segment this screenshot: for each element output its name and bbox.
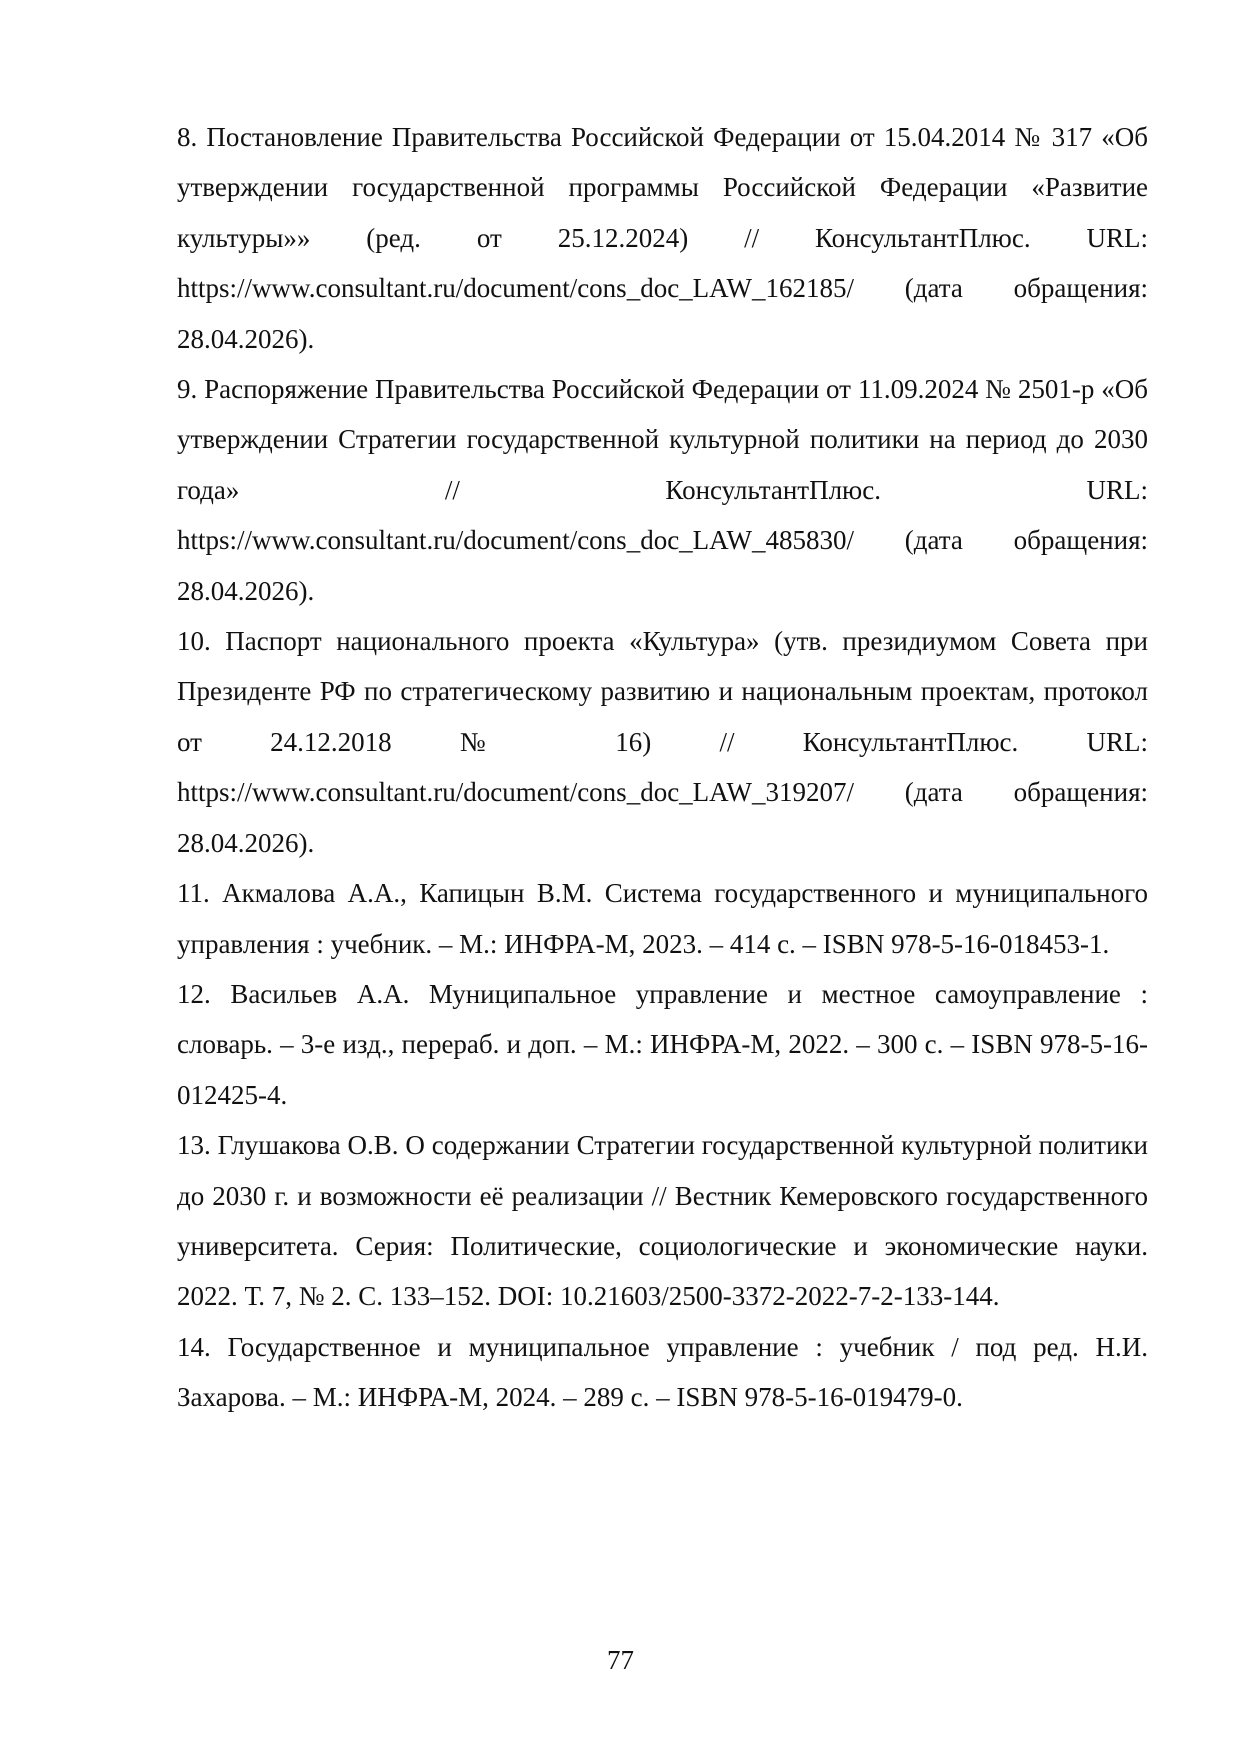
- reference-item-12: 12. Васильев А.А. Муниципальное управление и местное самоуправление : словарь. – 3-е изд., перераб. и доп. – М.: ИНФРА-М, 2022. – 300 с. – ISBN 978-5-16-012425-4.: [177, 978, 1148, 1110]
- reference-item-13: 13. Глушакова О.В. О содержании Стратегии государственной культурной политики до 2030 г. и возможности её реализации // Вестник Кемеровского государственного университета. Серия: Политические, социологические и экономические науки. 2022. Т. 7, № 2. С. 133–152. DOI: 10.21603/2500-3372-2022-7-2-133-144.: [177, 1130, 1148, 1312]
- reference-item-10: 10. Паспорт национального проекта «Культура» (утв. президиумом Совета при Президенте РФ по стратегическому развитию и национальным проектам, протокол от 24.12.2018 № 16) // КонсультантПлюс. URL: https://www.consultant.ru/document/cons_doc_LAW_319207/ (дата обращения: 28.04.2026).: [177, 626, 1148, 858]
- reference-item-9: 9. Распоряжение Правительства Российской Федерации от 11.09.2024 № 2501-р «Об утверждении Стратегии государственной культурной политики на период до 2030 года» // КонсультантПлюс. URL: https://www.consultant.ru/document/cons_doc_LAW_485830/ (дата обращения: 28.04.2026).: [177, 374, 1148, 606]
- reference-item-8: 8. Постановление Правительства Российской Федерации от 15.04.2014 № 317 «Об утверждении государственной программы Российской Федерации «Развитие культуры»» (ред. от 25.12.2024) // КонсультантПлюс. URL: https://www.consultant.ru/document/cons_doc_LAW_162185/ (дата обращения: 28.04.2026).: [177, 122, 1148, 354]
- reference-list: [177, 112, 1148, 1423]
- reference-item-14: 14. Государственное и муниципальное управление : учебник / под ред. Н.И. Захарова. – М.: ИНФРА-М, 2024. – 289 с. – ISBN 978-5-16-019479-0.: [177, 1331, 1148, 1413]
- reference-item-11: 11. Акмалова А.А., Капицын В.М. Система государственного и муниципального управления : учебник. – М.: ИНФРА-М, 2023. – 414 с. – ISBN 978-5-16-018453-1.: [177, 878, 1148, 959]
- page-number: 77: [607, 1645, 634, 1675]
